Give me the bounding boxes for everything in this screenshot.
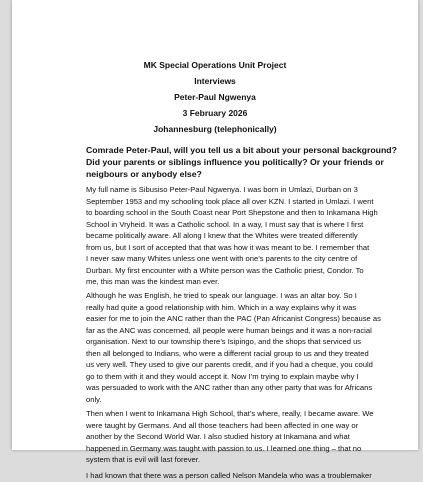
text-line: was persuaded to work with the ANC rather than any other party that was for Africans	[86, 383, 373, 392]
text-line: organisation. Next to our township there’s Isipingo, and the shops that serviced us	[86, 337, 362, 346]
text-line: Durban. My first encounter with a White person was the Catholic priest, Condor. To	[86, 265, 364, 275]
text-line: I never saw many Whites unless one went with one’s parents to the city centre of	[86, 254, 358, 263]
text-line: another by the Second World War. I also studied history at Inkamana and what	[86, 432, 350, 441]
text-line: September 1953 and my schooling took place all over KZN. I started in Umlazi. I went	[86, 196, 374, 206]
answer-paragraph-3	[86, 408, 374, 466]
text-line: My full name is Sibusiso Peter-Paul Ngwenya. I was born in Umlazi, Durban on 3	[86, 185, 358, 194]
question-line: neigbours or anybody else?	[86, 169, 202, 179]
text-line: Then when I went to Inkamana High School, that’s where, really, I became aware. We	[86, 409, 374, 418]
text-line: were taught by Germans. And all those teachers had been affected in one way or	[86, 420, 359, 430]
text-line: system that is evil will last forever.	[86, 455, 200, 464]
answer-paragraph-1	[86, 184, 378, 288]
text-line: go to them with it and they would accept it. Now I’m trying to explain maybe why I	[86, 371, 359, 381]
text-line: happened in Germany was taught with passion to us. I learned one thing – that no	[86, 443, 362, 453]
text-line: to boarding school in the South Coast near Port Shepstone and then to Inkamana High	[86, 208, 378, 217]
interview-date: 3 February 2026	[182, 108, 248, 118]
project-title: MK Special Operations Unit Project	[143, 60, 287, 70]
text-line: only.	[86, 394, 102, 404]
answer-paragraph-2	[86, 290, 381, 405]
text-line: Although he was English, he tried to speak our language. I was an altar boy. So I	[86, 291, 357, 300]
interview-question	[86, 144, 397, 180]
document-type: Interviews	[194, 76, 236, 86]
question-line: Did your parents or siblings influence you politically? Or your friends or	[86, 157, 384, 167]
text-line: became politically aware. All along I knew that the Whites were treated differently	[86, 231, 358, 240]
text-line: really had quite a good relationship with him. Which in a way explains why it was	[86, 302, 357, 312]
question-line: Comrade Peter-Paul, will you tell us a bit about your personal background?	[86, 145, 397, 155]
document-page	[12, 0, 418, 480]
text-line: far as the ANC was concerned, all people were human beings and it was a non-racial	[86, 325, 372, 335]
text-line: then all belonged to Indians, who were a different racial group to us and they treated	[86, 348, 369, 358]
answer-paragraph-4	[86, 470, 372, 482]
text-line: from us, but I sort of accepted that that was how it was meant to be. I remember that	[86, 242, 370, 252]
text-line: School in Vryheid. It was a Catholic school. In a way, I must say that is where I first	[86, 219, 364, 229]
text-line: us very well. They used to give our parents credit, and if you had a cheque, you could	[86, 360, 373, 369]
text-line: me, this man was the kindest man ever.	[86, 277, 220, 286]
interviewee-name: Peter-Paul Ngwenya	[174, 92, 256, 102]
text-line: I had known that there was a person called Nelson Mandela who was a troublemaker	[86, 471, 372, 480]
interview-location: Johannesburg (telephonically)	[153, 124, 277, 134]
text-line: easier for me to join the ANC rather than the PAC (Pan Africanist Congress) because as	[86, 314, 381, 323]
document-header	[12, 57, 418, 137]
